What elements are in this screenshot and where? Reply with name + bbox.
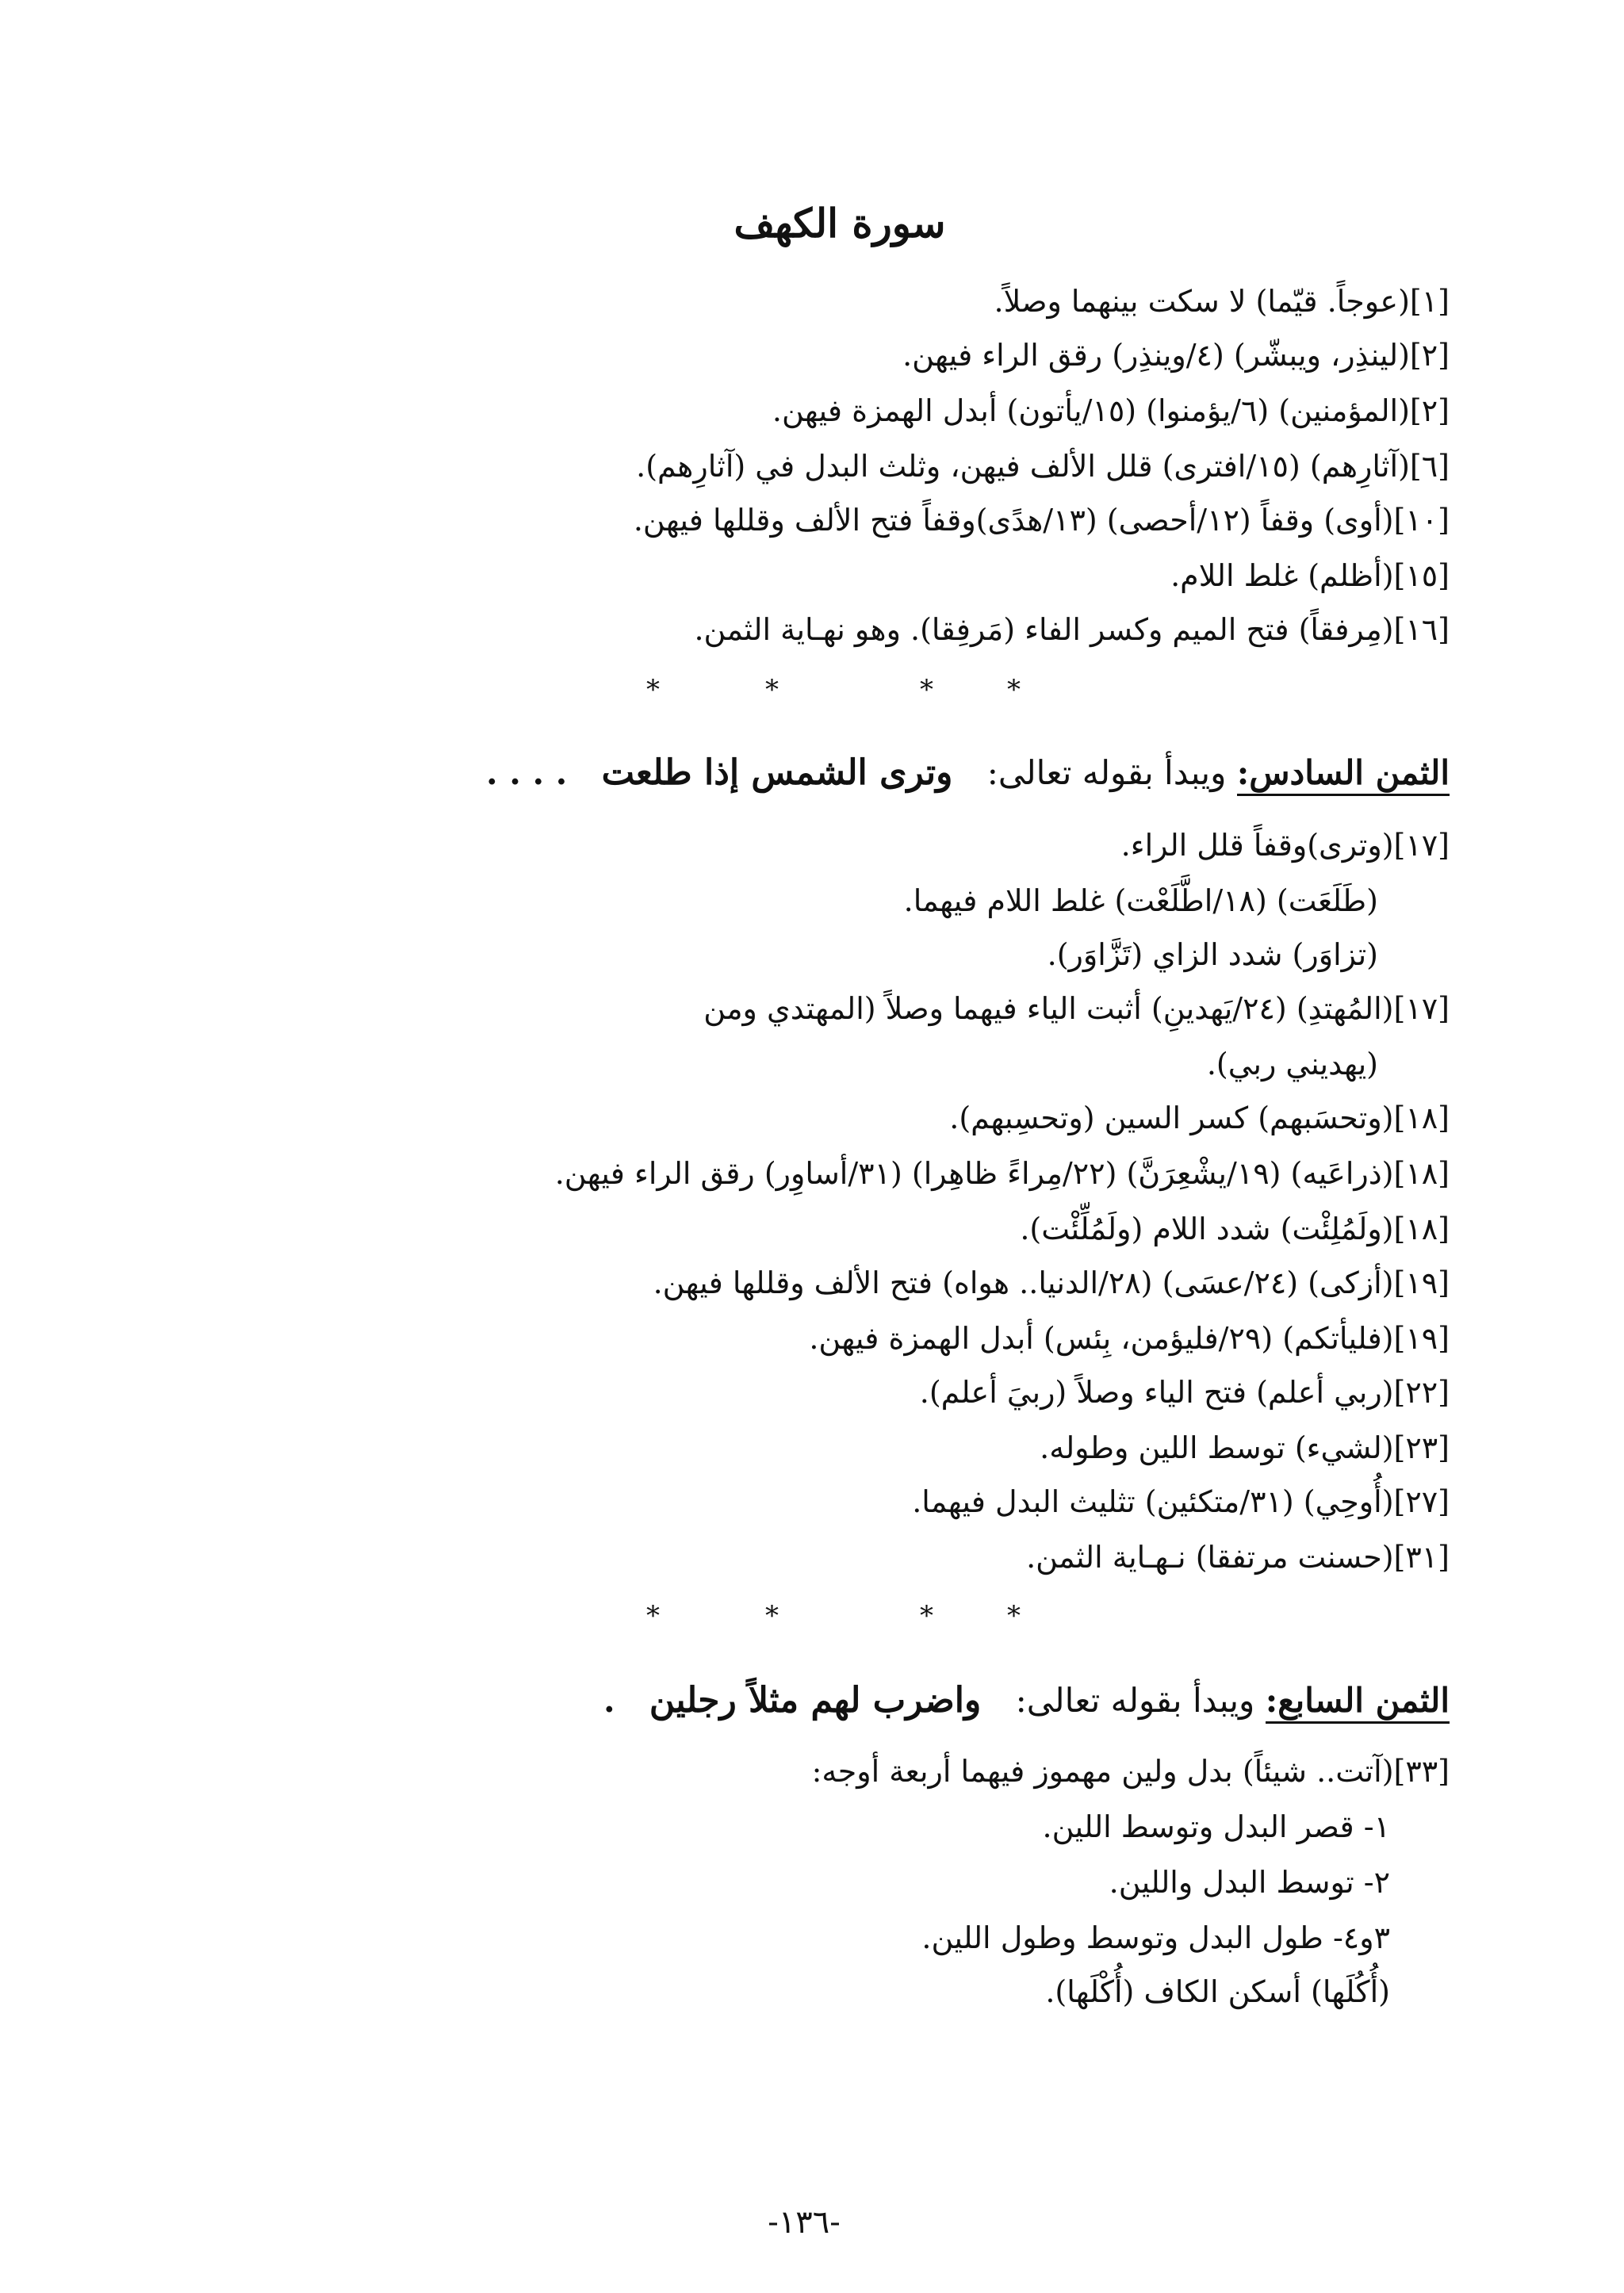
text-line: [٣١](حسنت مرتفقا) نـهـاية الثمن. [1026,1540,1450,1575]
text-line: [١٦](مِرفقاً) فتح الميم وكسر الفاء (مَرفِقا). وهو نهـاية الثمن. [694,612,1450,647]
section-quote: وترى الشمس إذا طلعت [601,752,953,793]
list-item: ٢- توسط البدل واللين. [1109,1865,1390,1900]
text-line: [٦](آثارِهم) (١٥/افترى) قلل الألف فيهن، وثلث البدل في (آثارِهم). [636,449,1450,484]
surah-title: سورة الكهف [733,200,946,247]
text-line: (تزاوَر) شدد الزاي (تَزَّاوَر). [1047,937,1378,972]
section-dots: . [603,1681,615,1720]
separator-star: * [765,674,779,706]
separator-star: * [646,674,660,706]
separator-star: * [646,1600,660,1632]
list-item: ٣و٤- طول البدل وتوسط وطول اللين. [921,1920,1390,1955]
section-separator [0,1600,1624,1632]
text-line: [٣٣](آتت.. شيئاً) بدل ولين مهموز فيهما أربعة أوجه: [811,1754,1450,1789]
section-label: الثمن السابع: [1266,1681,1450,1724]
section-dots: . . . . [485,753,568,792]
section-intro: ويبدأ بقوله تعالى: [1015,1681,1255,1720]
section-separator [0,674,1624,706]
text-line: [١٩](أزكى) (٢٤/عسَى) (٢٨/الدنيا.. هواه) فتح الألف وقللها فيهن. [653,1265,1450,1300]
text-line: [٢٣](لشيء) توسط اللين وطوله. [1040,1430,1450,1465]
text-line: [٢](المؤمنين) (٦/يؤمنوا) (١٥/يأتون) أبدل الهمزة فيهن. [772,393,1450,428]
section-quote: واضرب لهم مثلاً رجلين [649,1680,982,1721]
list-item: ١- قصر البدل وتوسط اللين. [1042,1809,1390,1844]
text-line: [١٧](وترى)وقفاً قلل الراء. [1120,828,1450,863]
section-heading-7 [603,1673,1450,1728]
text-line: [٢٧](أُوحِي) (٣١/متكئين) تثليث البدل فيهما. [912,1484,1450,1519]
text-line: [١٨](وتحسَبهم) كسر السين (وتحسِبهم). [949,1101,1450,1135]
text-line: [١٧](المُهتدِ) (٢٤/يَهدينِ) أثبت الياء فيهما وصلاً (المهتدي ومن [703,991,1450,1026]
separator-star: * [1007,674,1021,706]
text-line: [٢٢](ربي أعلم) فتح الياء وصلاً (ربيَ أعلم). [919,1375,1450,1410]
text-line: [١٥](أظلم) غلط اللام. [1170,558,1450,593]
section-label: الثمن السادس: [1237,753,1450,796]
section-heading-6 [486,745,1450,801]
separator-star: * [920,674,933,706]
text-line: [١٠](أوى) وقفاً (١٢/أحصى) (١٣/هدًى)وقفاً فتح الألف وقللها فيهن. [633,503,1450,538]
text-line: [١٩](فليأتكم) (٢٩/فليؤمن، بِئس) أبدل الهمزة فيهن. [809,1321,1450,1356]
text-line: (أُكُلَها) أسكن الكاف (أُكْلَها). [1045,1974,1390,2009]
text-line: (يهديني ربي). [1206,1047,1378,1081]
text-line: [١٨](ذراعَيه) (١٩/يشْعِرَنَّ) (٢٢/مِراءً ظاهِرا) (٣١/أساوِر) رقق الراء فيهن. [554,1156,1450,1191]
separator-star: * [920,1600,933,1632]
text-line: [١](عوجاً. قيّما) لا سكت بينهما وصلاً. [994,284,1450,319]
separator-star: * [765,1600,779,1632]
text-line: [١٨](ولَمُلِئْت) شدد اللام (ولَمُلِّئْت). [1020,1212,1450,1246]
separator-star: * [1007,1600,1021,1632]
text-line: (طَلَعَت) (١٨/اطَّلَعْت) غلط اللام فيهما. [903,883,1378,918]
section-intro: ويبدأ بقوله تعالى: [986,753,1227,792]
text-line: [٢](لينذِر، ويبشّر) (٤/وينذِر) رقق الراء فيهن. [902,338,1450,373]
page-number: -١٣٦- [768,2204,841,2241]
